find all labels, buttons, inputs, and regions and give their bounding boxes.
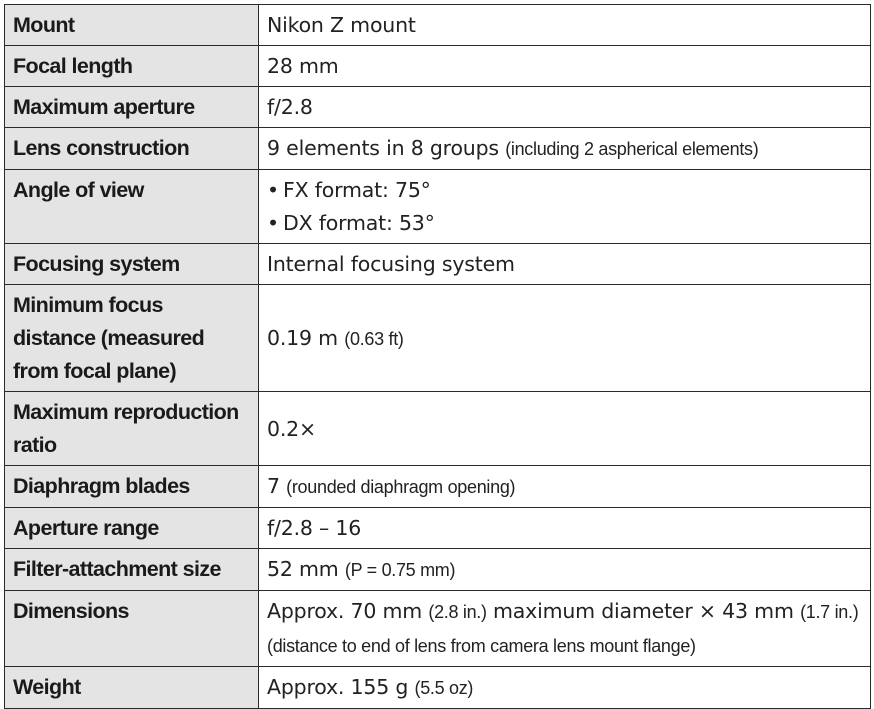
spec-label: Focal length [5,46,259,87]
spec-note: (rounded diaphragm opening) [286,477,516,497]
spec-value [259,549,871,591]
table-row [5,466,871,508]
spec-value-text: 28 mm [267,54,339,78]
spec-value-text: Approx. 70 mm [267,599,423,623]
spec-value-text: Nikon Z mount [267,13,416,37]
spec-label: Maximum reproduction ratio [5,392,259,466]
spec-label: Maximum aperture [5,87,259,128]
spec-value [259,244,871,285]
table-row [5,46,871,87]
spec-label: Lens construction [5,128,259,170]
spec-value [259,591,871,667]
table-row [5,5,871,46]
spec-note: (P = 0.75 mm) [344,560,456,580]
spec-value-text: Internal focusing system [267,252,515,276]
table-row [5,667,871,709]
spec-value [259,667,871,709]
spec-value-text: f/2.8 – 16 [267,516,362,540]
spec-label: Diaphragm blades [5,466,259,508]
spec-note: (1.7 in.) [800,602,859,622]
spec-value-text: 52 mm [267,557,339,581]
specifications-table [4,4,871,709]
table-row [5,285,871,392]
spec-note: (including 2 aspherical elements) [505,139,759,159]
bullet-icon: • [267,211,279,235]
spec-value [259,285,871,392]
bullet-item [267,174,862,207]
spec-value-text: 7 [267,474,280,498]
table-row [5,549,871,591]
spec-value-text: 0.2× [267,416,316,441]
spec-label: Dimensions [5,591,259,667]
spec-value [259,466,871,508]
spec-note: (5.5 oz) [414,678,474,698]
spec-value [259,170,871,244]
spec-note: (2.8 in.) [428,602,487,622]
table-row [5,508,871,549]
spec-value-text: 0.19 m [267,325,338,350]
spec-note: (distance to end of lens from camera lens mount flange) [267,636,696,656]
spec-label: Filter-attachment size [5,549,259,591]
spec-label: Aperture range [5,508,259,549]
bullet-icon: • [267,178,279,202]
spec-label: Angle of view [5,170,259,244]
bullet-text: FX format: 75° [283,178,431,202]
spec-value [259,46,871,87]
spec-label: Weight [5,667,259,709]
bullet-item [267,207,862,240]
spec-label: Minimum focus distance (measured from focal plane) [5,285,259,392]
spec-value [259,508,871,549]
table-row [5,591,871,667]
spec-label: Mount [5,5,259,46]
spec-value-text: f/2.8 [267,95,313,119]
spec-value-text: maximum diameter × 43 mm [493,599,794,623]
spec-note: (0.63 ft) [344,328,404,349]
table-row [5,244,871,285]
table-row [5,392,871,466]
bullet-text: DX format: 53° [283,211,435,235]
table-row [5,87,871,128]
spec-value [259,87,871,128]
spec-value-text: Approx. 155 g [267,675,409,699]
spec-value [259,5,871,46]
spec-value [259,128,871,170]
table-row [5,170,871,244]
spec-label: Focusing system [5,244,259,285]
spec-value-text: 9 elements in 8 groups [267,136,499,160]
spec-value [259,392,871,466]
table-row [5,128,871,170]
